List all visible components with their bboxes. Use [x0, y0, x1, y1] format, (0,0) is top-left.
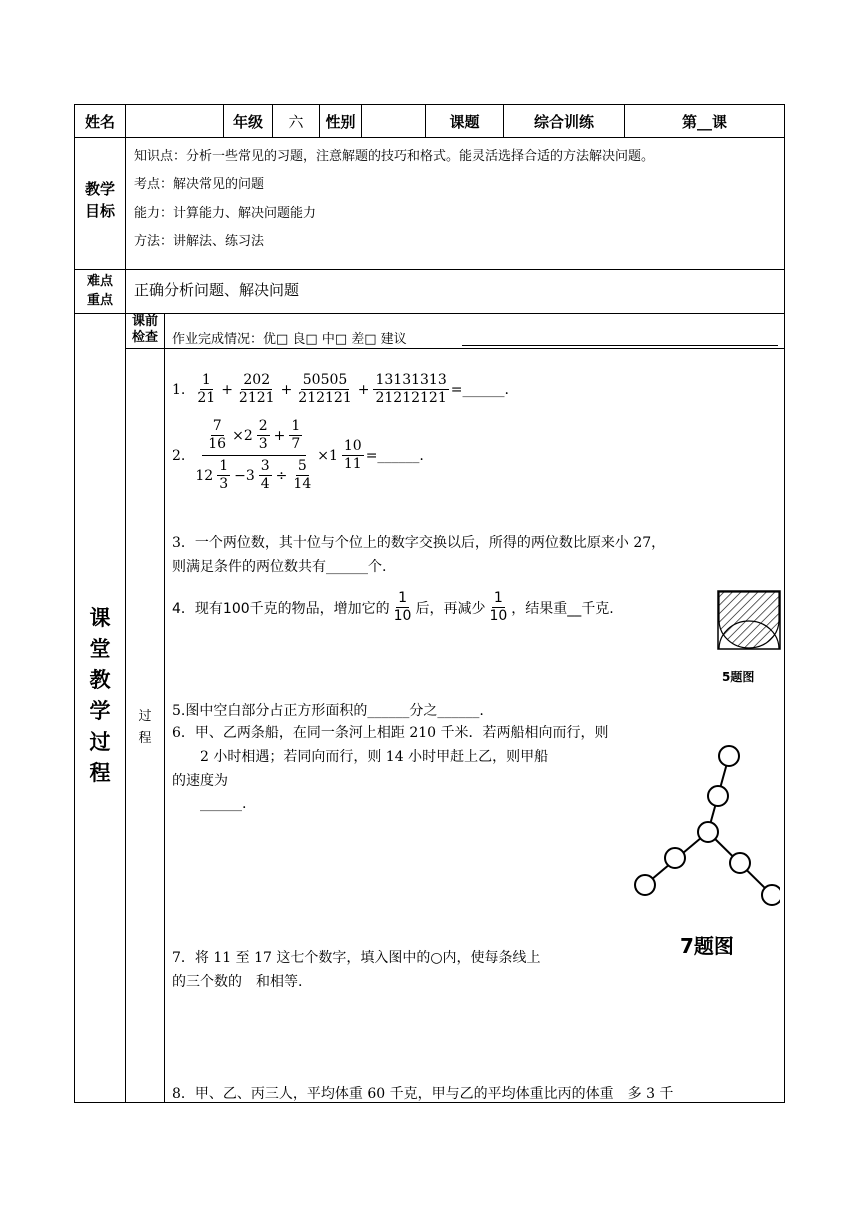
goal-ability: 能力：计算能力、解决问题能力 [134, 206, 317, 221]
q1-number: 1. [172, 381, 186, 398]
focus-label [75, 272, 125, 310]
precheck-label [126, 314, 164, 346]
q1-fraction-4 [373, 372, 448, 407]
q4-f2-den: 10 [489, 608, 508, 624]
q1-f4-den: 21212121 [375, 390, 447, 406]
q2-bot-b [259, 458, 272, 493]
focus-label-line1: 难点 [86, 274, 113, 289]
q2-top-b [257, 418, 270, 453]
q4-fraction-2 [487, 590, 509, 625]
name-label: 姓名 [84, 112, 115, 131]
q4-text-b: 后，再减少 [415, 600, 486, 617]
q2-bot-c-den: 14 [293, 476, 312, 492]
q2-top-c-num: 1 [291, 418, 301, 434]
precheck-label-line2: 检查 [131, 330, 158, 345]
q2-bot-b-den: 4 [260, 476, 270, 492]
q2-answer-blank[interactable]: =______. [365, 447, 424, 464]
goal-method: 方法：讲解法、练习法 [134, 234, 265, 249]
question-4 [172, 590, 614, 625]
figure-7-label: 7题图 [680, 934, 734, 958]
q4-text-a: 4．现有100千克的物品，增加它的 [172, 600, 390, 617]
process-label-line1: 过 [138, 709, 152, 724]
side-char-3: 教 [89, 668, 111, 692]
gender-label: 性别 [325, 112, 356, 131]
q2-mult-num: 10 [343, 438, 362, 454]
q4-f1-num: 1 [398, 590, 408, 606]
homework-status: 作业完成情况：优□ 良□ 中□ 差□ 建议 [172, 332, 407, 347]
q1-f1-den: 21 [197, 390, 216, 406]
q2-top-plus: + [273, 427, 286, 444]
q1-plus-3: + [357, 381, 370, 398]
q2-top-a-num: 7 [212, 418, 222, 434]
side-char-2: 堂 [89, 637, 111, 661]
q1-f2-num: 202 [243, 372, 271, 388]
goal-knowledge: 知识点：分析一些常见的习题，注意解题的技巧和格式。能灵活选择合适的方法解决问题。 [134, 149, 655, 164]
figure-7-diagram [630, 740, 780, 912]
q6-line2: 2 小时相遇；若同向而行，则 14 小时甲赶上乙，则甲船 [200, 749, 549, 765]
q4-text-c: ，结果重__千克. [511, 600, 614, 617]
side-char-1: 课 [89, 606, 111, 630]
side-char-5: 过 [89, 730, 111, 754]
side-char-6: 程 [89, 761, 111, 785]
focus-label-line2: 重点 [86, 293, 113, 308]
grade-label: 年级 [232, 112, 263, 131]
focus-content: 正确分析问题、解决问题 [134, 281, 300, 299]
topic-label: 课题 [449, 112, 480, 131]
q6-line1: 6．甲、乙两条船，在同一条河上相距 210 千米．若两船相向而行，则 [172, 725, 609, 741]
goals-label-line2: 目标 [84, 202, 115, 220]
q2-bot-c [291, 458, 313, 493]
gender-field[interactable] [362, 105, 425, 137]
q8-text: 8．甲、乙、丙三人，平均体重 60 千克，甲与乙的平均体重比丙的体重 多 3 千 [172, 1086, 674, 1102]
q5-text: 5.图中空白部分占正方形面积的______分之______. [172, 703, 484, 719]
process-side-label [75, 603, 125, 789]
q7-line1: 7．将 11 至 17 这七个数字，填入图中的○内，使每条线上 [172, 950, 541, 966]
q1-fraction-2 [237, 372, 277, 407]
q2-bot-a-num: 1 [219, 458, 229, 474]
question-1 [172, 372, 509, 407]
q1-plus-2: + [280, 381, 293, 398]
q6-line4[interactable]: ______. [200, 796, 247, 812]
process-label-line2: 程 [138, 731, 152, 746]
q2-top-a-den: 16 [208, 436, 227, 452]
q3-line1: 3．一个两位数，其十位与个位上的数字交换以后，所得的两位数比原来小 27， [172, 535, 666, 551]
q1-fraction-3 [296, 372, 353, 407]
q2-top-b-num: 2 [258, 418, 268, 434]
goals-label [75, 178, 125, 222]
q2-bot-minus: −3 [234, 467, 255, 484]
q2-top-b-den: 3 [258, 436, 268, 452]
q2-big-fraction [193, 418, 315, 493]
figure-5-label: 5题图 [722, 670, 755, 684]
q2-top-c [289, 418, 302, 453]
process-label [126, 706, 164, 750]
precheck-label-line1: 课前 [131, 314, 158, 329]
q2-numerator [202, 418, 306, 456]
q1-answer-blank[interactable]: =______. [450, 381, 509, 398]
topic-value: 综合训练 [533, 112, 594, 131]
q2-mult-den: 11 [343, 456, 362, 472]
side-char-4: 学 [89, 699, 111, 723]
q1-f3-num: 50505 [302, 372, 348, 388]
q6-line3: 的速度为 [172, 773, 228, 789]
q4-fraction-1 [392, 590, 414, 625]
q2-top-times: ×2 [232, 427, 253, 444]
q2-bot-div: ÷ [275, 467, 288, 484]
q1-fraction-1 [195, 372, 217, 407]
q2-bot-whole: 12 [195, 467, 214, 484]
q2-mult-fraction [342, 438, 364, 473]
q7-line2: 的三个数的 和相等. [172, 974, 303, 990]
grade-value: 六 [288, 112, 304, 131]
suggestion-line[interactable] [462, 345, 778, 346]
q2-bot-a-den: 3 [219, 476, 229, 492]
lesson-number: 第__课 [681, 112, 727, 131]
q1-f2-den: 2121 [238, 390, 275, 406]
q3-line2: 则满足条件的两位数共有______个. [172, 559, 387, 575]
q4-f2-num: 1 [493, 590, 503, 606]
q2-top-c-den: 7 [291, 436, 301, 452]
q2-top-a [206, 418, 228, 453]
goals-label-line1: 教学 [84, 180, 115, 198]
q4-f1-den: 10 [393, 608, 412, 624]
q2-denominator [193, 456, 315, 493]
q1-f1-num: 1 [201, 372, 211, 388]
q2-number: 2. [172, 447, 186, 464]
q2-bot-b-num: 3 [260, 458, 270, 474]
figure-5-diagram [717, 590, 781, 650]
goal-exam-point: 考点：解决常见的问题 [134, 177, 265, 192]
q2-bot-a [217, 458, 230, 493]
q2-bot-c-num: 5 [297, 458, 307, 474]
name-field[interactable] [126, 105, 223, 137]
q1-f3-den: 212121 [298, 390, 352, 406]
q1-plus-1: + [221, 381, 233, 398]
q2-times: ×1 [317, 447, 338, 464]
q1-f4-num: 13131313 [375, 372, 447, 388]
question-2 [172, 418, 424, 493]
